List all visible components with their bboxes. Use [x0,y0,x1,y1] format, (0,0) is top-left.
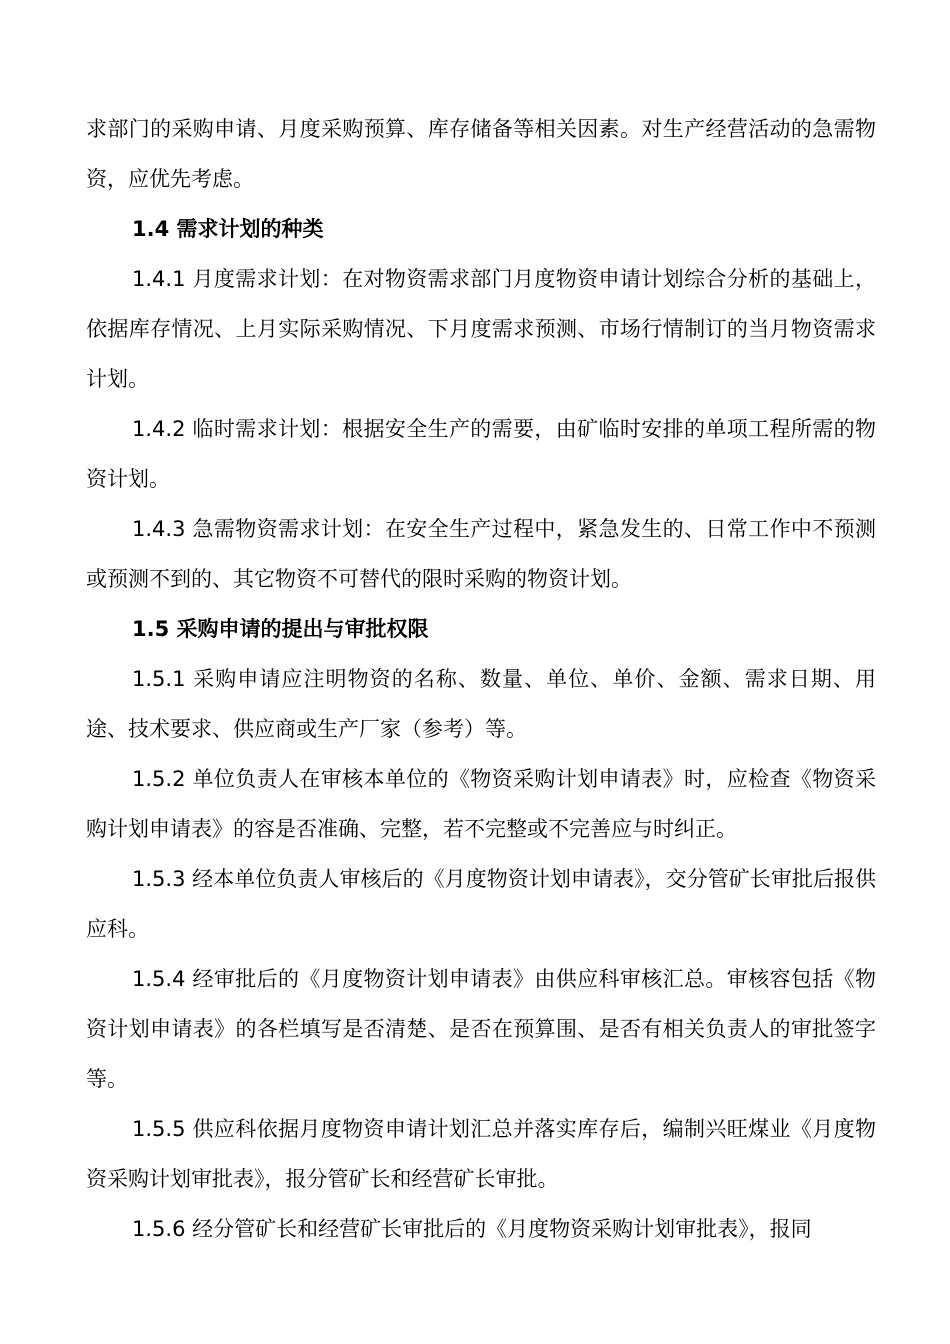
paragraph-1-5-2: 1.5.2 单位负责人在审核本单位的《物资采购计划申请表》时，应检查《物资采购计划申请表》的容是否准确、完整，若不完整或不完善应与时纠正。 [86,767,876,841]
paragraph-1-4-3: 1.4.3 急需物资需求计划：在安全生产过程中，紧急发生的、日常工作中不预测或预测不到的、其它物资不可替代的限时采购的物资计划。 [86,517,876,591]
document-body [86,104,876,1254]
paragraph-continuation: 求部门的采购申请、月度采购预算、库存储备等相关因素。对生产经营活动的急需物资，应优先考虑。 [86,117,876,191]
paragraph-1-4-2: 1.4.2 临时需求计划：根据安全生产的需要，由矿临时安排的单项工程所需的物资计划。 [86,417,876,491]
paragraph-1-5-5: 1.5.5 供应科依据月度物资申请计划汇总并落实库存后，编制兴旺煤业《月度物资采购计划审批表》，报分管矿长和经营矿长审批。 [86,1117,876,1191]
paragraph-1-5-1: 1.5.1 采购申请应注明物资的名称、数量、单位、单价、金额、需求日期、用途、技术要求、供应商或生产厂家（参考）等。 [86,667,876,741]
section-heading-1-4: 1.4 需求计划的种类 [132,217,324,241]
paragraph-1-5-6: 1.5.6 经分管矿长和经营矿长审批后的《月度物资采购计划审批表》，报同 [132,1217,812,1241]
paragraph-1-5-4: 1.5.4 经审批后的《月度物资计划申请表》由供应科审核汇总。审核容包括《物资计划申请表》的各栏填写是否清楚、是否在预算围、是否有相关负责人的审批签字等。 [86,967,876,1091]
section-heading-1-5: 1.5 采购申请的提出与审批权限 [132,617,429,641]
paragraph-1-5-3: 1.5.3 经本单位负责人审核后的《月度物资计划申请表》，交分管矿长审批后报供应科。 [86,867,876,941]
paragraph-1-4-1: 1.4.1 月度需求计划：在对物资需求部门月度物资申请计划综合分析的基础上，依据库存情况、上月实际采购情况、下月度需求预测、市场行情制订的当月物资需求计划。 [86,267,876,391]
